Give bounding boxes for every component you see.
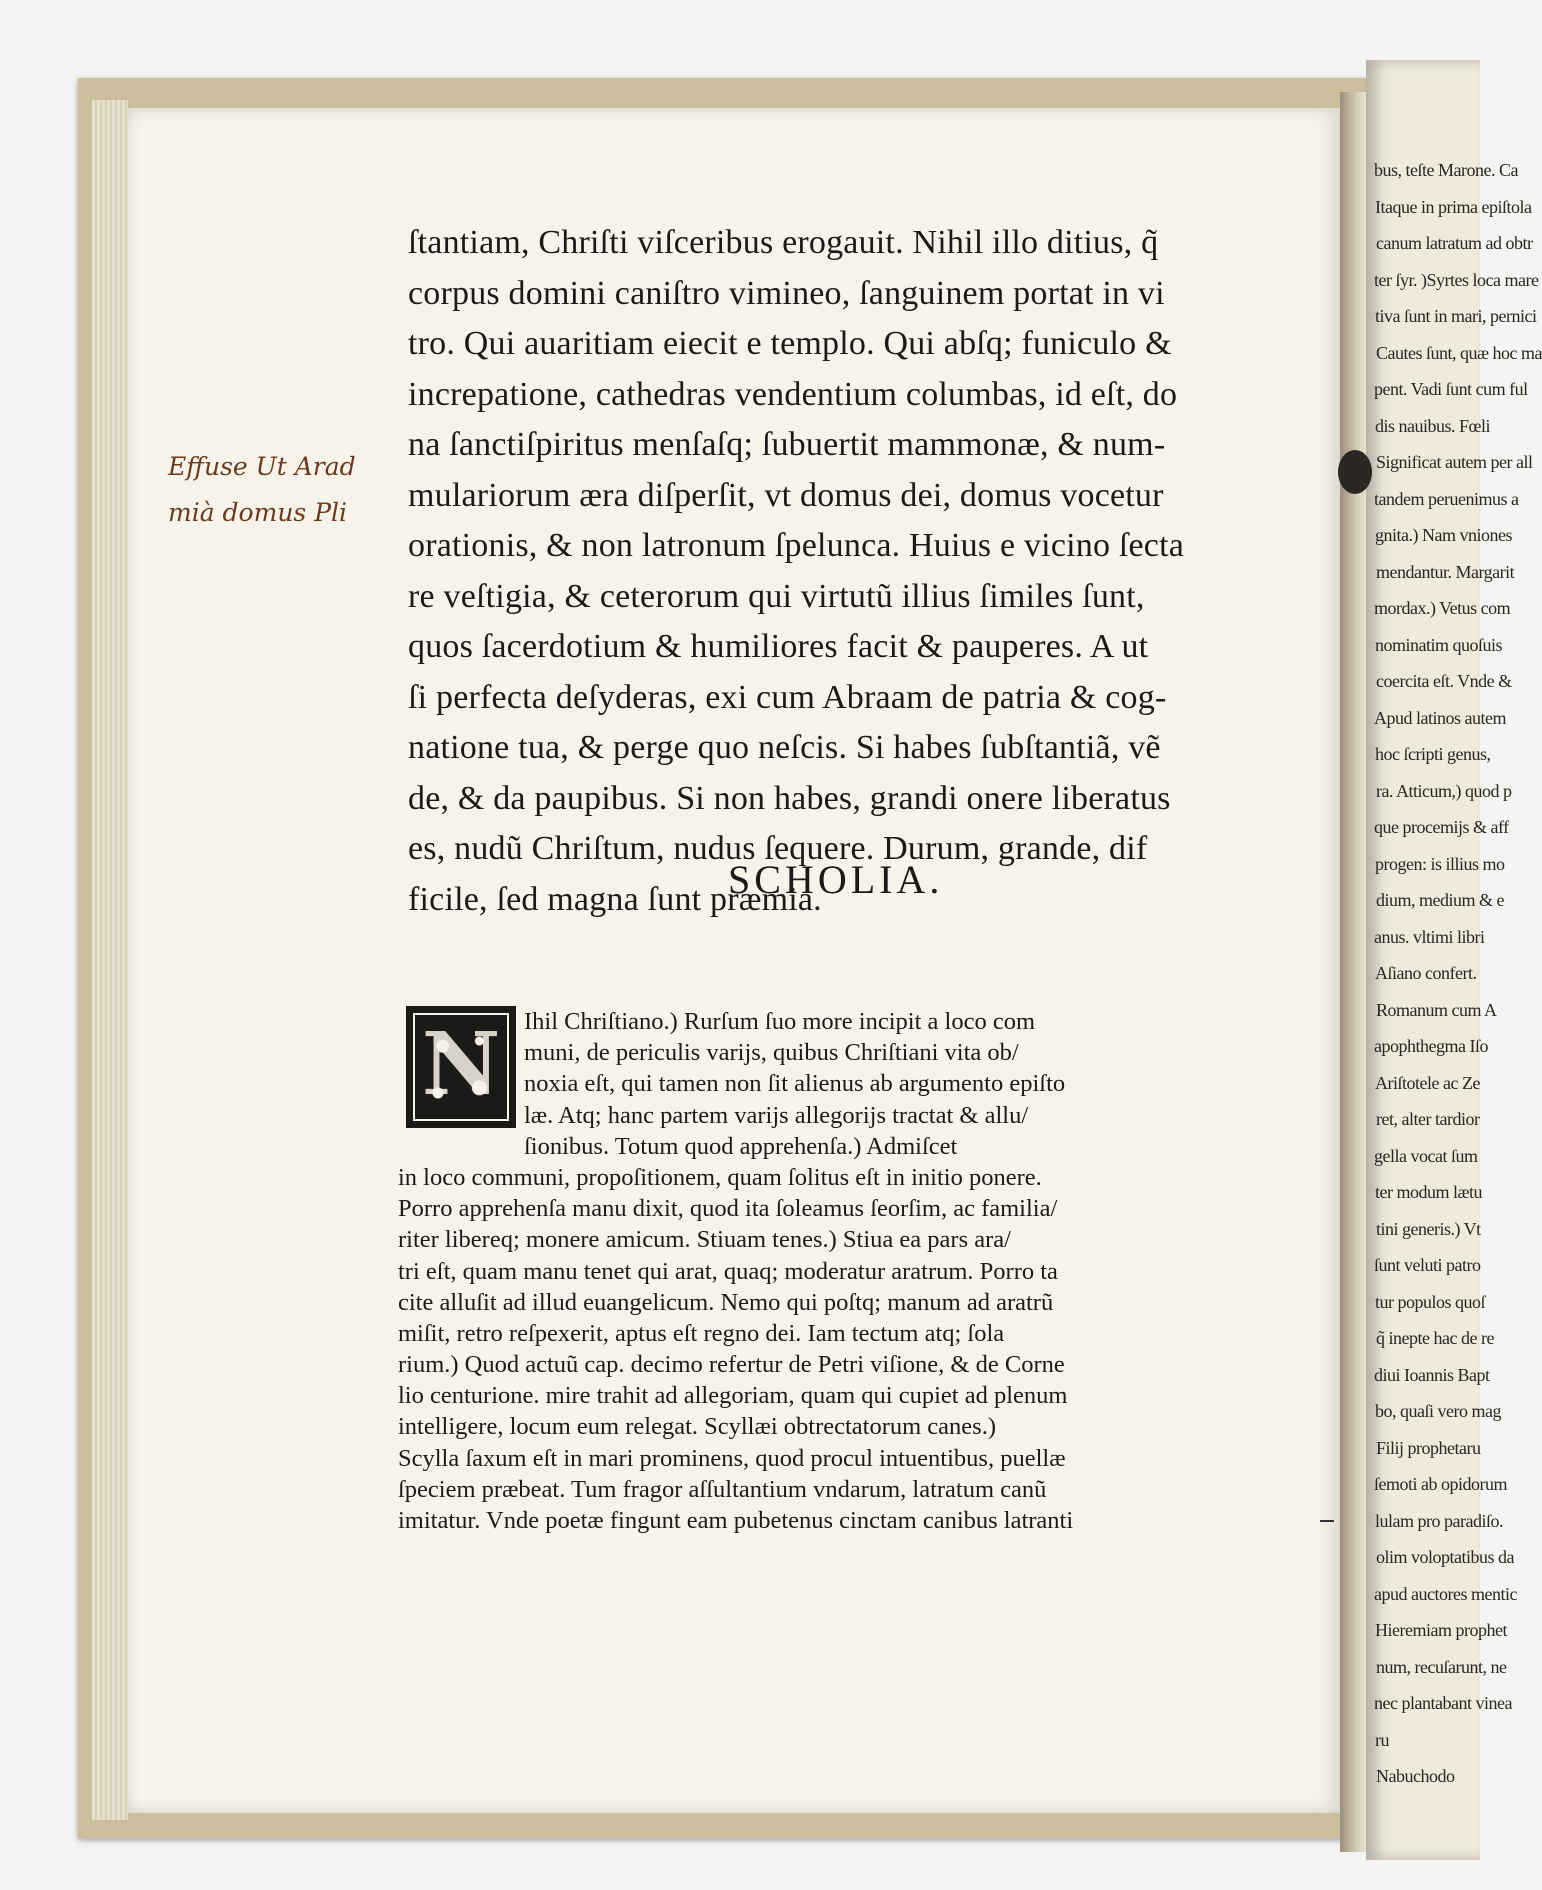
right-page-line: Itaque in prima epiſtola (1375, 196, 1532, 217)
right-page-line: Aſiano confert. (1375, 963, 1477, 983)
right-page-line: dis nauibus. Fœli (1375, 415, 1491, 436)
main-text-line: de, & da paupibus. Si non habes, grandi onere liberatus (408, 779, 1171, 817)
right-page-line: tini generis.) Vt (1376, 1218, 1481, 1239)
margin-note-line: Effuse Ut Arad (168, 452, 356, 481)
scholia-line: Ihil Chriſtiano.) Rurſum ſuo more incipit a loco com (524, 1008, 1036, 1035)
scholia-line: muni, de periculis varijs, quibus Chriſtiani vita ob/ (524, 1039, 1019, 1067)
scholia-line: læ. Atq; hanc partem varijs allegorijs tractat & allu/ (524, 1101, 1029, 1129)
right-page-line: num, recuſarunt, ne (1376, 1656, 1507, 1677)
right-page-line: Cautes ſunt, quæ hoc ma (1376, 342, 1542, 363)
right-page-line: anus. vltimi libri (1374, 926, 1485, 947)
margin-note-line: mià domus Pli (168, 498, 348, 527)
right-page-line: progen: is illius mo (1375, 853, 1505, 874)
right-page-line: Significat autem per all (1376, 452, 1533, 472)
right-page-line: olim voloptatibus da (1376, 1547, 1514, 1567)
right-page-line: hoc ſcripti genus, (1375, 744, 1491, 764)
right-page-line: ter ſyr. )Syrtes loca mare (1374, 269, 1539, 290)
right-page (1366, 60, 1542, 1860)
worm-hole (1338, 450, 1372, 494)
right-page-line: Ariſtotele ac Ze (1375, 1072, 1480, 1093)
right-page-line: Hieremiam prophet (1375, 1620, 1507, 1640)
scholia-line: tri eſt, quam manu tenet qui arat, quaq; moderatur aratrum. Porro ta (398, 1257, 1058, 1285)
right-page-line: Nabuchodo (1376, 1766, 1455, 1786)
scholia-line: rium.) Quod actuũ cap. decimo refertur de Petri viſione, & de Corne (398, 1351, 1065, 1379)
right-page-line: gnita.) Nam vniones (1375, 525, 1512, 545)
right-page-line: q̃ inepte hac de re (1376, 1328, 1494, 1348)
right-page-line: ru (1375, 1729, 1389, 1750)
right-page-line: lulam pro paradiſo. (1375, 1510, 1503, 1531)
right-page-line: Romanum cum A (1376, 999, 1497, 1020)
right-page-line: tiva ſunt in mari, pernici (1375, 306, 1537, 326)
margin-mark (1320, 1520, 1334, 1522)
right-page-line: apud auctores mentic (1374, 1583, 1517, 1604)
right-page-line: nec plantabant vinea (1374, 1693, 1512, 1713)
main-text-line: ſi perfecta deſyderas, exi cum Abraam de patria & cog- (408, 678, 1167, 716)
main-text-line: tro. Qui auaritiam eiecit e templo. Qui abſq; funiculo & (408, 325, 1172, 362)
scholia-line: miſit, retro reſpexerit, aptus eſt regno dei. Iam tectum atq; ſola (398, 1319, 1005, 1347)
handwritten-margin-note (168, 444, 356, 536)
main-text-line: natione tua, & perge quo neſcis. Si habes ſubſtantiã, vẽ (408, 729, 1161, 766)
scholia-line: ſpeciem præbeat. Tum fragor aſſultantium vndarum, latratum canũ (398, 1475, 1047, 1503)
right-page-line: ſemoti ab opidorum (1374, 1474, 1507, 1494)
right-page-line: Apud latinos autem (1374, 707, 1506, 728)
main-text-line: ſtantiam, Chriſti viſceribus erogauit. Nihil illo ditius, q̃ (408, 224, 1159, 261)
main-text-line: re veſtigia, & ceterorum qui virtutũ illius ſimiles ſunt, (408, 577, 1145, 615)
right-page-line: mendantur. Margarit (1376, 561, 1515, 582)
right-page-line: bo, quaſi vero mag (1375, 1401, 1501, 1421)
right-page-line: que procemijs & aff (1374, 817, 1509, 837)
right-page-line: apophthegma Iſo (1374, 1036, 1488, 1056)
page-edges (92, 100, 128, 1820)
scholia-line: in loco communi, propoſitionem, quam ſolitus eſt in initio ponere. (398, 1163, 1042, 1191)
scholia-line: intelligere, locum eum relegat. Scyllæi obtrectatorum canes.) (398, 1413, 997, 1441)
right-page-line: ra. Atticum,) quod p (1376, 780, 1512, 801)
right-page-line: dium, medium & e (1376, 890, 1504, 910)
scholia-line: lio centurione. mire trahit ad allegoriam, quam qui cupiet ad plenum (398, 1382, 1068, 1410)
right-page-line: diui Ioannis Bapt (1374, 1364, 1490, 1385)
right-page-line: canum latratum ad obtr (1376, 233, 1533, 253)
section-heading: SCHOLIA. (728, 857, 944, 902)
scholia-line: ſionibus. Totum quod apprehenſa.) Admiſcet (524, 1132, 958, 1160)
scholia-line: Scylla ſaxum eſt in mari prominens, quod procul intuentibus, puellæ (398, 1444, 1066, 1472)
right-page-line: Filij prophetaru (1376, 1437, 1481, 1458)
main-text-block (408, 218, 1208, 925)
right-page-line: mordax.) Vetus com (1374, 598, 1511, 618)
right-page-line: coercita eſt. Vnde & (1376, 671, 1512, 691)
main-text-line: orationis, & non latronum ſpelunca. Huius e vicino ſecta (408, 527, 1185, 564)
right-page-line: ret, alter tardior (1376, 1109, 1480, 1129)
right-page-line: ter modum lætu (1375, 1182, 1482, 1202)
scholia-line: Porro apprehenſa manu dixit, quod ita ſoleamus ſeorſim, ac familia/ (398, 1195, 1058, 1223)
main-text-line: na ſanctiſpiritus menſaſq; ſubuertit mammonæ, & num- (408, 426, 1166, 463)
main-text-line: corpus domini caniſtro vimineo, ſanguinem portat in vi (408, 274, 1165, 312)
main-text-line: quos ſacerdotium & humiliores facit & pauperes. A ut (408, 628, 1149, 665)
main-text-line: mulariorum æra diſperſit, vt domus dei, domus vocetur (408, 476, 1164, 514)
right-page-line: ſunt veluti patro (1374, 1255, 1481, 1275)
right-page-line: nominatim quoſuis (1375, 634, 1503, 655)
scholia-text-block (398, 1006, 1198, 1536)
right-page-line: pent. Vadi ſunt cum ful (1374, 379, 1528, 399)
scholia-line: imitatur. Vnde poetæ fingunt eam pubetenus cinctam canibus latranti (398, 1507, 1074, 1534)
right-page-line: gella vocat ſum (1374, 1145, 1478, 1166)
scholia-line: riter libereq; monere amicum. Stiuam tenes.) Stiua ea pars ara/ (398, 1226, 1011, 1254)
right-page-line: bus, teſte Marone. Ca (1374, 160, 1518, 180)
main-text-line: es, nudũ Chriſtum, nudus ſequere. Durum, grande, dif (408, 830, 1148, 867)
scholia-line: noxia eſt, qui tamen non ſit alienus ab argumento epiſto (524, 1070, 1066, 1098)
main-text-line: ficile, ſed magna ſunt præmia. (408, 880, 822, 918)
right-page-line: tandem peruenimus a (1374, 488, 1519, 509)
scholia-line: cite alluſit ad illud euangelicum. Nemo qui poſtq; manum ad aratrũ (398, 1288, 1054, 1316)
initial-letter: N (421, 1014, 501, 1115)
right-page-line: tur populos quoſ (1375, 1291, 1486, 1312)
main-text-line: increpatione, cathedras vendentium columbas, id eſt, do (408, 375, 1178, 413)
